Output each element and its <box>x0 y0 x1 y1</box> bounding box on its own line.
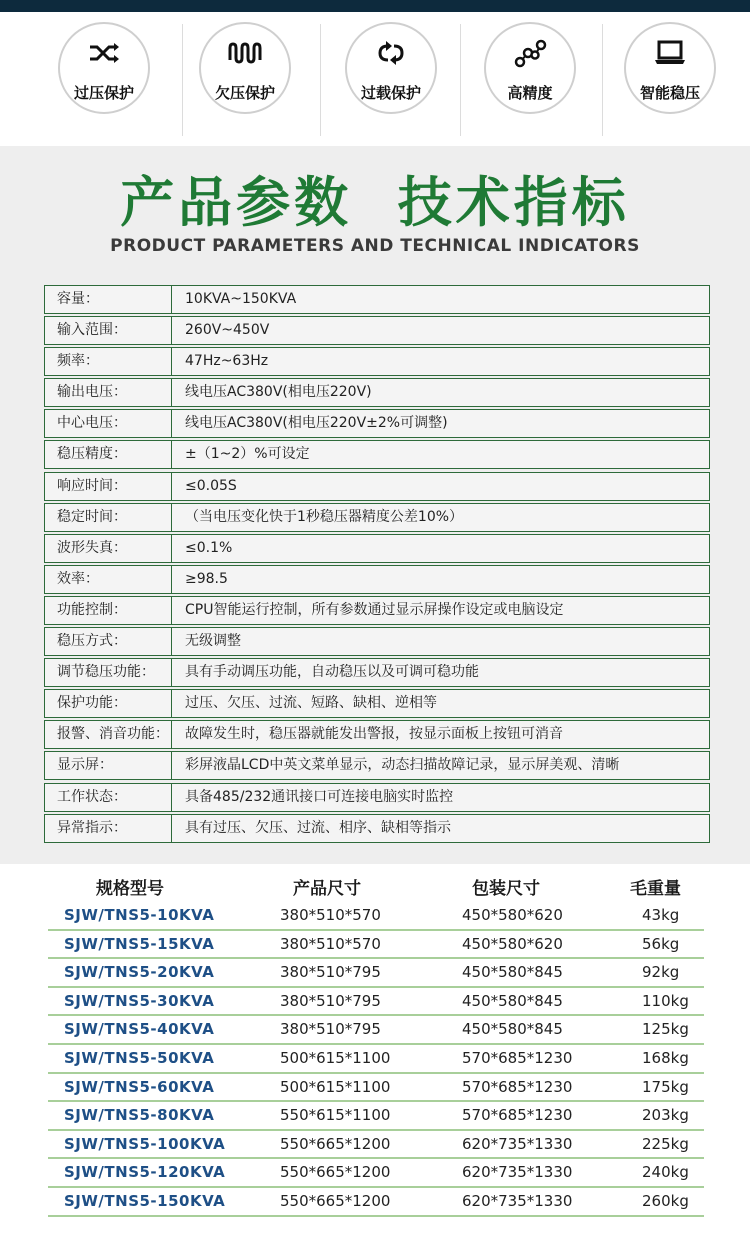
param-row <box>44 378 710 407</box>
divider <box>171 597 172 624</box>
param-value: ≤0.1% <box>185 539 233 556</box>
param-key: 频率： <box>57 353 99 370</box>
table-row <box>48 1016 704 1045</box>
spec-table-body <box>48 902 704 1217</box>
gross-weight-cell: 260kg <box>642 1191 689 1210</box>
param-key: 保护功能： <box>57 695 127 712</box>
model-cell: SJW/TNS5-150KVA <box>64 1191 226 1210</box>
gross-weight-cell: 175kg <box>642 1077 689 1096</box>
param-row <box>44 503 710 532</box>
param-row <box>44 689 710 718</box>
table-row <box>48 1188 704 1217</box>
param-key: 中心电压： <box>57 415 127 432</box>
param-value: （当电压变化快于1秒稳压器精度公差10%） <box>185 508 464 525</box>
model-cell: SJW/TNS5-120KVA <box>64 1163 226 1182</box>
divider <box>171 379 172 406</box>
param-key: 稳压方式： <box>57 633 127 650</box>
param-value: 无级调整 <box>185 633 241 650</box>
model-cell: SJW/TNS5-40KVA <box>64 1020 215 1039</box>
product-size-cell: 550*615*1100 <box>280 1106 391 1125</box>
divider <box>171 659 172 686</box>
param-key: 输出电压： <box>57 384 127 401</box>
feature-label: 过压保护 <box>73 84 134 102</box>
spec-table-header <box>48 868 704 902</box>
param-key: 稳压精度： <box>57 446 127 463</box>
gross-weight-cell: 125kg <box>642 1020 689 1039</box>
gross-weight-cell: 168kg <box>642 1048 689 1067</box>
product-size-cell: 380*510*795 <box>280 963 381 982</box>
param-key: 工作状态： <box>57 788 127 805</box>
product-size-cell: 380*510*795 <box>280 1020 381 1039</box>
divider <box>171 504 172 531</box>
top-banner-strip <box>0 0 750 12</box>
gross-weight-cell: 110kg <box>642 991 689 1010</box>
package-size-cell: 450*580*620 <box>462 906 563 924</box>
param-value: 具备485/232通讯接口可连接电脑实时监控 <box>185 788 454 805</box>
divider <box>171 784 172 811</box>
product-size-cell: 550*665*1200 <box>280 1191 391 1210</box>
package-size-cell: 570*685*1230 <box>462 1106 573 1125</box>
feature-overvoltage <box>58 22 150 114</box>
table-row <box>48 1159 704 1188</box>
package-size-cell: 450*580*845 <box>462 1020 563 1039</box>
param-row <box>44 627 710 656</box>
model-cell: SJW/TNS5-20KVA <box>64 963 215 982</box>
spec-table <box>48 868 704 1217</box>
divider <box>602 24 603 136</box>
product-size-cell: 380*510*570 <box>280 906 381 924</box>
page-subtitle: PRODUCT PARAMETERS AND TECHNICAL INDICATORS <box>110 236 640 256</box>
param-key: 异常指示： <box>57 819 127 836</box>
divider <box>171 721 172 748</box>
gross-weight-cell: 92kg <box>642 963 680 982</box>
header-package-size: 包装尺寸 <box>472 879 540 899</box>
feature-icons-band <box>14 12 736 146</box>
divider <box>171 566 172 593</box>
model-cell: SJW/TNS5-15KVA <box>64 934 215 953</box>
product-size-cell: 380*510*795 <box>280 991 381 1010</box>
feature-undervoltage <box>199 22 291 114</box>
divider <box>171 348 172 375</box>
param-row <box>44 409 710 438</box>
cycle-icon <box>347 38 435 72</box>
model-cell: SJW/TNS5-10KVA <box>64 906 215 924</box>
gross-weight-cell: 203kg <box>642 1106 689 1125</box>
divider <box>182 24 183 136</box>
param-row <box>44 658 710 687</box>
table-row <box>48 931 704 960</box>
package-size-cell: 620*735*1330 <box>462 1163 573 1182</box>
table-row <box>48 1102 704 1131</box>
divider <box>320 24 321 136</box>
param-row <box>44 440 710 469</box>
param-key: 波形失真： <box>57 539 127 556</box>
param-key: 显示屏： <box>57 757 113 774</box>
param-value: 具有手动调压功能，自动稳压以及可调可稳功能 <box>185 664 479 681</box>
product-size-cell: 500*615*1100 <box>280 1077 391 1096</box>
param-value: CPU智能运行控制，所有参数通过显示屏操作设定或电脑设定 <box>185 601 564 618</box>
param-row <box>44 285 710 314</box>
package-size-cell: 450*580*845 <box>462 991 563 1010</box>
model-cell: SJW/TNS5-100KVA <box>64 1134 226 1153</box>
feature-smart-regulation <box>624 22 716 114</box>
feature-high-precision <box>484 22 576 114</box>
parameters-table <box>44 285 710 845</box>
param-key: 功能控制： <box>57 601 127 618</box>
page-title: 产品参数 技术指标 <box>120 171 630 234</box>
param-row <box>44 751 710 780</box>
header-gross-weight: 毛重量 <box>630 879 681 899</box>
table-row <box>48 1074 704 1103</box>
divider <box>171 535 172 562</box>
package-size-cell: 570*685*1230 <box>462 1077 573 1096</box>
wave-icon <box>201 38 289 72</box>
model-cell: SJW/TNS5-50KVA <box>64 1048 215 1067</box>
param-row <box>44 316 710 345</box>
divider <box>171 286 172 313</box>
param-row <box>44 783 710 812</box>
param-value: 260V~450V <box>185 322 270 339</box>
param-value: 彩屏液晶LCD中英文菜单显示，动态扫描故障记录，显示屏美观、清晰 <box>185 757 620 774</box>
header-product-size: 产品尺寸 <box>293 879 361 899</box>
param-value: 具有过压、欠压、过流、相序、缺相等指示 <box>185 819 451 836</box>
param-value: 线电压AC380V(相电压220V±2%可调整) <box>185 415 448 432</box>
feature-label: 高精度 <box>507 84 553 102</box>
param-value: 过压、欠压、过流、短路、缺相、逆相等 <box>185 695 437 712</box>
divider <box>171 815 172 842</box>
param-value: 故障发生时，稳压器就能发出警报，按显示面板上按钮可消音 <box>185 726 563 743</box>
param-row <box>44 472 710 501</box>
package-size-cell: 570*685*1230 <box>462 1048 573 1067</box>
feature-overload <box>345 22 437 114</box>
param-row <box>44 534 710 563</box>
package-size-cell: 620*735*1330 <box>462 1134 573 1153</box>
divider <box>171 628 172 655</box>
product-size-cell: 500*615*1100 <box>280 1048 391 1067</box>
laptop-icon <box>626 38 714 72</box>
package-size-cell: 450*580*620 <box>462 934 563 953</box>
model-cell: SJW/TNS5-80KVA <box>64 1106 215 1125</box>
divider <box>171 410 172 437</box>
param-value: ≤0.05S <box>185 477 237 494</box>
model-cell: SJW/TNS5-60KVA <box>64 1077 215 1096</box>
table-row <box>48 988 704 1017</box>
table-row <box>48 959 704 988</box>
divider <box>460 24 461 136</box>
divider <box>171 690 172 717</box>
param-row <box>44 720 710 749</box>
header-model: 规格型号 <box>96 879 164 899</box>
param-key: 调节稳压功能： <box>57 664 155 681</box>
param-value: 47Hz~63Hz <box>185 353 269 370</box>
param-key: 效率： <box>57 570 99 587</box>
product-size-cell: 550*665*1200 <box>280 1134 391 1153</box>
param-row <box>44 814 710 843</box>
feature-label: 过载保护 <box>360 84 421 102</box>
param-key: 响应时间： <box>57 477 127 494</box>
param-value: ±（1~2）%可设定 <box>185 446 310 463</box>
divider <box>171 317 172 344</box>
divider <box>171 473 172 500</box>
param-row <box>44 347 710 376</box>
package-size-cell: 620*735*1330 <box>462 1191 573 1210</box>
param-value: ≥98.5 <box>185 570 228 587</box>
param-key: 报警、消音功能： <box>57 726 169 743</box>
feature-label: 欠压保护 <box>214 84 275 102</box>
table-row <box>48 902 704 931</box>
nodes-icon <box>486 38 574 72</box>
param-value: 10KVA~150KVA <box>185 291 297 307</box>
feature-label: 智能稳压 <box>639 84 700 102</box>
param-key: 输入范围： <box>57 322 127 339</box>
package-size-cell: 450*580*845 <box>462 963 563 982</box>
product-size-cell: 380*510*570 <box>280 934 381 953</box>
gross-weight-cell: 225kg <box>642 1134 689 1153</box>
gross-weight-cell: 240kg <box>642 1163 689 1182</box>
model-cell: SJW/TNS5-30KVA <box>64 991 215 1010</box>
product-size-cell: 550*665*1200 <box>280 1163 391 1182</box>
table-row <box>48 1131 704 1160</box>
param-row <box>44 565 710 594</box>
param-row <box>44 596 710 625</box>
param-value: 线电压AC380V(相电压220V) <box>185 384 372 401</box>
gross-weight-cell: 43kg <box>642 906 680 924</box>
divider <box>171 441 172 468</box>
shuffle-icon <box>60 38 148 72</box>
param-key: 容量： <box>57 291 99 307</box>
divider <box>171 752 172 779</box>
gross-weight-cell: 56kg <box>642 934 680 953</box>
table-row <box>48 1045 704 1074</box>
param-key: 稳定时间： <box>57 508 127 525</box>
